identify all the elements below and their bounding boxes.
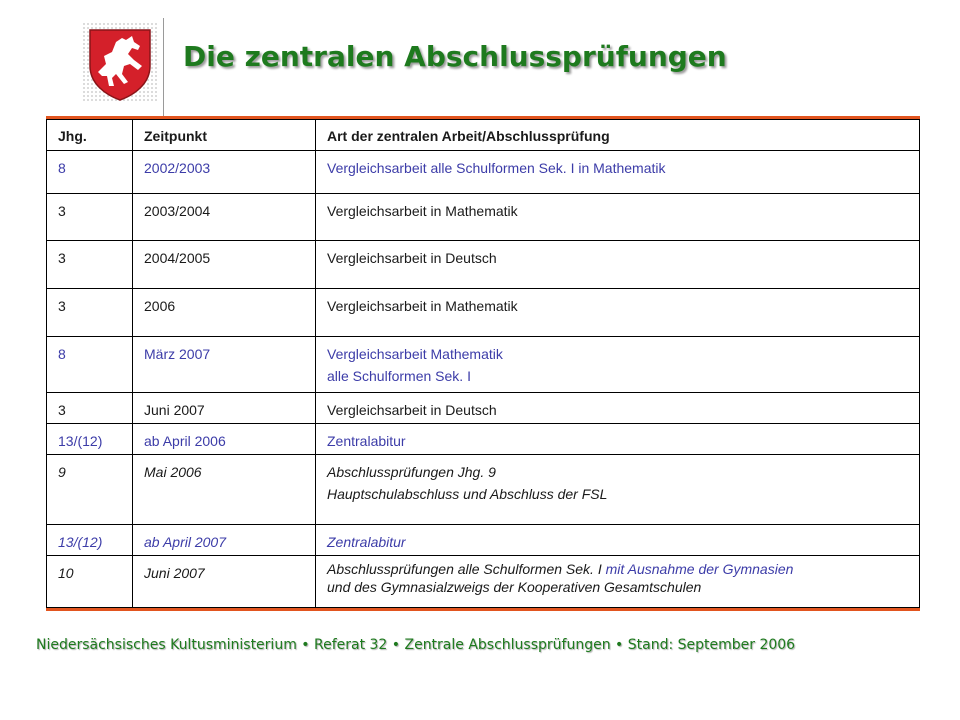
cell-art-line-1: Abschlussprüfungen Jhg. 9 <box>327 464 496 480</box>
cell-art: Vergleichsarbeit in Mathematik <box>316 289 920 337</box>
page-title: Die zentralen Abschlussprüfungen <box>183 40 727 73</box>
cell-jhg: 10 <box>47 556 133 608</box>
exam-table-wrapper <box>46 116 920 611</box>
lower-saxony-horse-crest-icon <box>82 22 158 102</box>
exam-table <box>46 119 920 608</box>
cell-art: Vergleichsarbeit in Deutsch <box>316 241 920 289</box>
cell-art <box>316 455 920 525</box>
cell-art: Zentralabitur <box>316 424 920 455</box>
cell-jhg: 13/(12) <box>47 424 133 455</box>
cell-art <box>316 556 920 608</box>
cell-zeitpunkt: ab April 2007 <box>133 525 316 556</box>
cell-art-part-2: mit Ausnahme der Gymnasien <box>605 561 794 577</box>
table-row <box>47 151 920 194</box>
table-row <box>47 194 920 241</box>
cell-zeitpunkt: Juni 2007 <box>133 556 316 608</box>
cell-art: Zentralabitur <box>316 525 920 556</box>
cell-jhg: 13/(12) <box>47 525 133 556</box>
cell-art: Vergleichsarbeit in Deutsch <box>316 393 920 424</box>
crest-background <box>82 22 158 102</box>
table-row <box>47 424 920 455</box>
cell-zeitpunkt: Juni 2007 <box>133 393 316 424</box>
cell-art-line-1 <box>327 560 919 578</box>
table-row <box>47 393 920 424</box>
header-art: Art der zentralen Arbeit/Abschlussprüfung <box>316 120 920 151</box>
cell-jhg: 9 <box>47 455 133 525</box>
cell-art-line-1: Vergleichsarbeit Mathematik <box>327 346 503 362</box>
cell-jhg: 3 <box>47 289 133 337</box>
cell-zeitpunkt: März 2007 <box>133 337 316 393</box>
header-zeitpunkt: Zeitpunkt <box>133 120 316 151</box>
table-row <box>47 556 920 608</box>
cell-jhg: 3 <box>47 241 133 289</box>
cell-zeitpunkt: 2003/2004 <box>133 194 316 241</box>
cell-jhg: 3 <box>47 194 133 241</box>
cell-art: Vergleichsarbeit alle Schulformen Sek. I in Mathematik <box>316 151 920 194</box>
table-row <box>47 241 920 289</box>
cell-art <box>316 337 920 393</box>
cell-art-line-2: Hauptschulabschluss und Abschluss der FSL <box>327 486 608 502</box>
cell-jhg: 8 <box>47 151 133 194</box>
cell-art: Vergleichsarbeit in Mathematik <box>316 194 920 241</box>
cell-jhg: 3 <box>47 393 133 424</box>
cell-zeitpunkt: ab April 2006 <box>133 424 316 455</box>
cell-jhg: 8 <box>47 337 133 393</box>
cell-zeitpunkt: 2002/2003 <box>133 151 316 194</box>
cell-zeitpunkt: 2004/2005 <box>133 241 316 289</box>
cell-zeitpunkt: 2006 <box>133 289 316 337</box>
cell-art-line-2: alle Schulformen Sek. I <box>327 368 471 384</box>
table-row <box>47 289 920 337</box>
header-divider <box>163 18 164 116</box>
header-jhg: Jhg. <box>47 120 133 151</box>
cell-art-line-2: und des Gymnasialzweigs der Kooperativen Gesamtschulen <box>327 579 702 595</box>
footer-text: Niedersächsisches Kultusministerium • Referat 32 • Zentrale Abschlussprüfungen • Stand: September 2006 <box>36 637 796 653</box>
table-row <box>47 455 920 525</box>
cell-zeitpunkt: Mai 2006 <box>133 455 316 525</box>
cell-art-part-1: Abschlussprüfungen alle Schulformen Sek. I <box>327 561 606 577</box>
table-row <box>47 525 920 556</box>
table-row <box>47 337 920 393</box>
table-header-row <box>47 120 920 151</box>
